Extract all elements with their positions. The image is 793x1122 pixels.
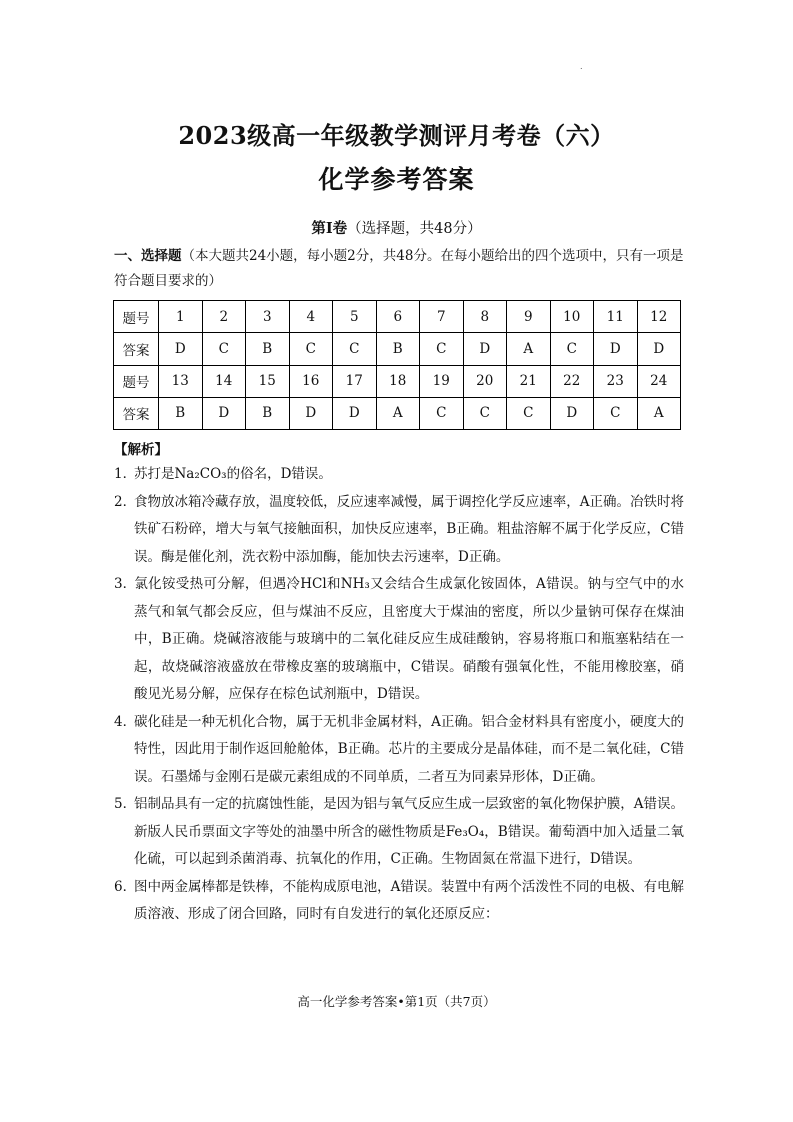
answer-cell: D bbox=[550, 397, 594, 429]
answer-cell: C bbox=[420, 333, 464, 365]
analysis-item bbox=[114, 461, 684, 489]
answer-cell: C bbox=[202, 333, 246, 365]
question-number-cell: 2 bbox=[202, 301, 246, 333]
exam-subtitle: 化学参考答案 bbox=[318, 165, 475, 194]
analysis-item-number: 3． bbox=[114, 576, 137, 592]
answer-cell: C bbox=[594, 397, 638, 429]
answer-table bbox=[113, 300, 681, 430]
question-number-cell: 6 bbox=[376, 301, 420, 333]
analysis-item-text: 苏打是Na₂CO₃的俗名，D错误。 bbox=[134, 466, 332, 482]
analysis-item-number: 5． bbox=[114, 796, 137, 812]
page-footer: 高一化学参考答案•第1页（共7页） bbox=[297, 994, 496, 1009]
question-number-cell: 4 bbox=[289, 301, 333, 333]
answer-cell: C bbox=[289, 333, 333, 365]
question-number-cell: 16 bbox=[289, 365, 333, 397]
answer-cell: C bbox=[333, 333, 377, 365]
answer-cell: D bbox=[463, 333, 507, 365]
analysis-item bbox=[114, 709, 684, 792]
answer-cell: C bbox=[420, 397, 464, 429]
part-title-rest: （选择题，共48分） bbox=[347, 221, 482, 237]
row-label-question: 题号 bbox=[114, 301, 159, 333]
question-number-cell: 22 bbox=[550, 365, 594, 397]
analysis-item bbox=[114, 489, 684, 572]
question-number-row bbox=[114, 301, 681, 333]
row-label-answer: 答案 bbox=[114, 333, 159, 365]
analysis-item bbox=[114, 874, 684, 929]
answer-cell: A bbox=[507, 333, 551, 365]
question-number-cell: 24 bbox=[637, 365, 681, 397]
analysis-list bbox=[114, 461, 684, 929]
part-title-bold: 第Ⅰ卷 bbox=[311, 220, 348, 237]
analysis-heading: 【解析】 bbox=[114, 442, 168, 458]
answer-cell: A bbox=[637, 397, 681, 429]
answer-cell: C bbox=[463, 397, 507, 429]
answer-cell: B bbox=[246, 333, 290, 365]
section-heading: 一、选择题 bbox=[114, 248, 182, 264]
question-number-cell: 3 bbox=[246, 301, 290, 333]
analysis-item-number: 2． bbox=[114, 493, 137, 510]
analysis-item bbox=[114, 791, 684, 874]
question-number-cell: 20 bbox=[463, 365, 507, 397]
answer-cell: D bbox=[333, 397, 377, 429]
answer-cell: D bbox=[202, 397, 246, 429]
answer-cell: D bbox=[637, 333, 681, 365]
answer-cell: B bbox=[246, 397, 290, 429]
question-number-row bbox=[114, 365, 681, 397]
question-number-cell: 1 bbox=[159, 301, 203, 333]
section-intro bbox=[114, 244, 684, 294]
answer-cell: C bbox=[507, 397, 551, 429]
analysis-item-text: 图中两金属棒都是铁棒，不能构成原电池，A错误。装置中有两个活泼性不同的电极、有电解质溶液、形成了闭合回路，同时有自发进行的氧化还原反应： bbox=[134, 878, 684, 922]
answer-cell: B bbox=[376, 333, 420, 365]
question-number-cell: 13 bbox=[159, 365, 203, 397]
answer-row bbox=[114, 397, 681, 429]
question-number-cell: 18 bbox=[376, 365, 420, 397]
answer-cell: D bbox=[289, 397, 333, 429]
answer-cell: C bbox=[550, 333, 594, 365]
answer-row bbox=[114, 333, 681, 365]
exam-title: 2023级高一年级教学测评月考卷（六） bbox=[178, 121, 615, 150]
question-number-cell: 8 bbox=[463, 301, 507, 333]
question-number-cell: 9 bbox=[507, 301, 551, 333]
analysis-item-number: 1． bbox=[114, 466, 137, 482]
section-description: （本大题共24小题，每小题2分，共48分。在每小题给出的四个选项中，只有一项是符合题目要求的） bbox=[114, 248, 684, 289]
answer-cell: D bbox=[159, 333, 203, 365]
analysis-item-number: 6． bbox=[114, 878, 137, 895]
row-label-question: 题号 bbox=[114, 365, 159, 397]
question-number-cell: 17 bbox=[333, 365, 377, 397]
question-number-cell: 19 bbox=[420, 365, 464, 397]
analysis-item-text: 铝制品具有一定的抗腐蚀性能，是因为铝与氧气反应生成一层致密的氧化物保护膜，A错误。新版人民币票面文字等处的油墨中所含的磁性物质是Fe₃O₄，B错误。葡萄酒中加入适量二氧化硫，可以起到杀菌消毒、抗氧化的作用，C正确。生物固氮在常温下进行，D错误。 bbox=[134, 796, 684, 867]
answer-cell: D bbox=[594, 333, 638, 365]
analysis-item-text: 碳化硅是一种无机化合物，属于无机非金属材料，A正确。铝合金材料具有密度小，硬度大的特性，因此用于制作返回舱舱体，B正确。芯片的主要成分是晶体硅，而不是二氧化硅，C错误。石墨烯与金刚石是碳元素组成的不同单质，二者互为同素异形体，D正确。 bbox=[134, 713, 684, 785]
question-number-cell: 23 bbox=[594, 365, 638, 397]
analysis-item-number: 4． bbox=[114, 713, 137, 730]
analysis-item bbox=[114, 571, 684, 709]
question-number-cell: 10 bbox=[550, 301, 594, 333]
part-title bbox=[0, 217, 793, 238]
question-number-cell: 21 bbox=[507, 365, 551, 397]
answer-cell: B bbox=[159, 397, 203, 429]
answer-cell: A bbox=[376, 397, 420, 429]
row-label-answer: 答案 bbox=[114, 397, 159, 429]
question-number-cell: 7 bbox=[420, 301, 464, 333]
analysis-item-text: 食物放冰箱冷藏存放，温度较低，反应速率减慢，属于调控化学反应速率，A正确。冶铁时将铁矿石粉碎，增大与氧气接触面积，加快反应速率，B正确。粗盐溶解不属于化学反应，C错误。酶是催化剂，洗衣粉中添加酶，能加快去污速率，D正确。 bbox=[134, 493, 684, 565]
question-number-cell: 11 bbox=[594, 301, 638, 333]
question-number-cell: 5 bbox=[333, 301, 377, 333]
question-number-cell: 14 bbox=[202, 365, 246, 397]
corner-mark: . bbox=[580, 62, 583, 71]
analysis-item-text: 氯化铵受热可分解，但遇冷HCl和NH₃又会结合生成氯化铵固体，A错误。钠与空气中的水蒸气和氧气都会反应，但与煤油不反应，且密度大于煤油的密度，所以少量钠可保存在煤油中，B正确。烧碱溶液能与玻璃中的二氧化硅反应生成硅酸钠，容易将瓶口和瓶塞粘结在一起，故烧碱溶液盛放在带橡皮塞的玻璃瓶中，C错误。硝酸有强氧化性，不能用橡胶塞，硝酸见光易分解，应保存在棕色试剂瓶中，D错误。 bbox=[134, 576, 684, 702]
question-number-cell: 15 bbox=[246, 365, 290, 397]
question-number-cell: 12 bbox=[637, 301, 681, 333]
